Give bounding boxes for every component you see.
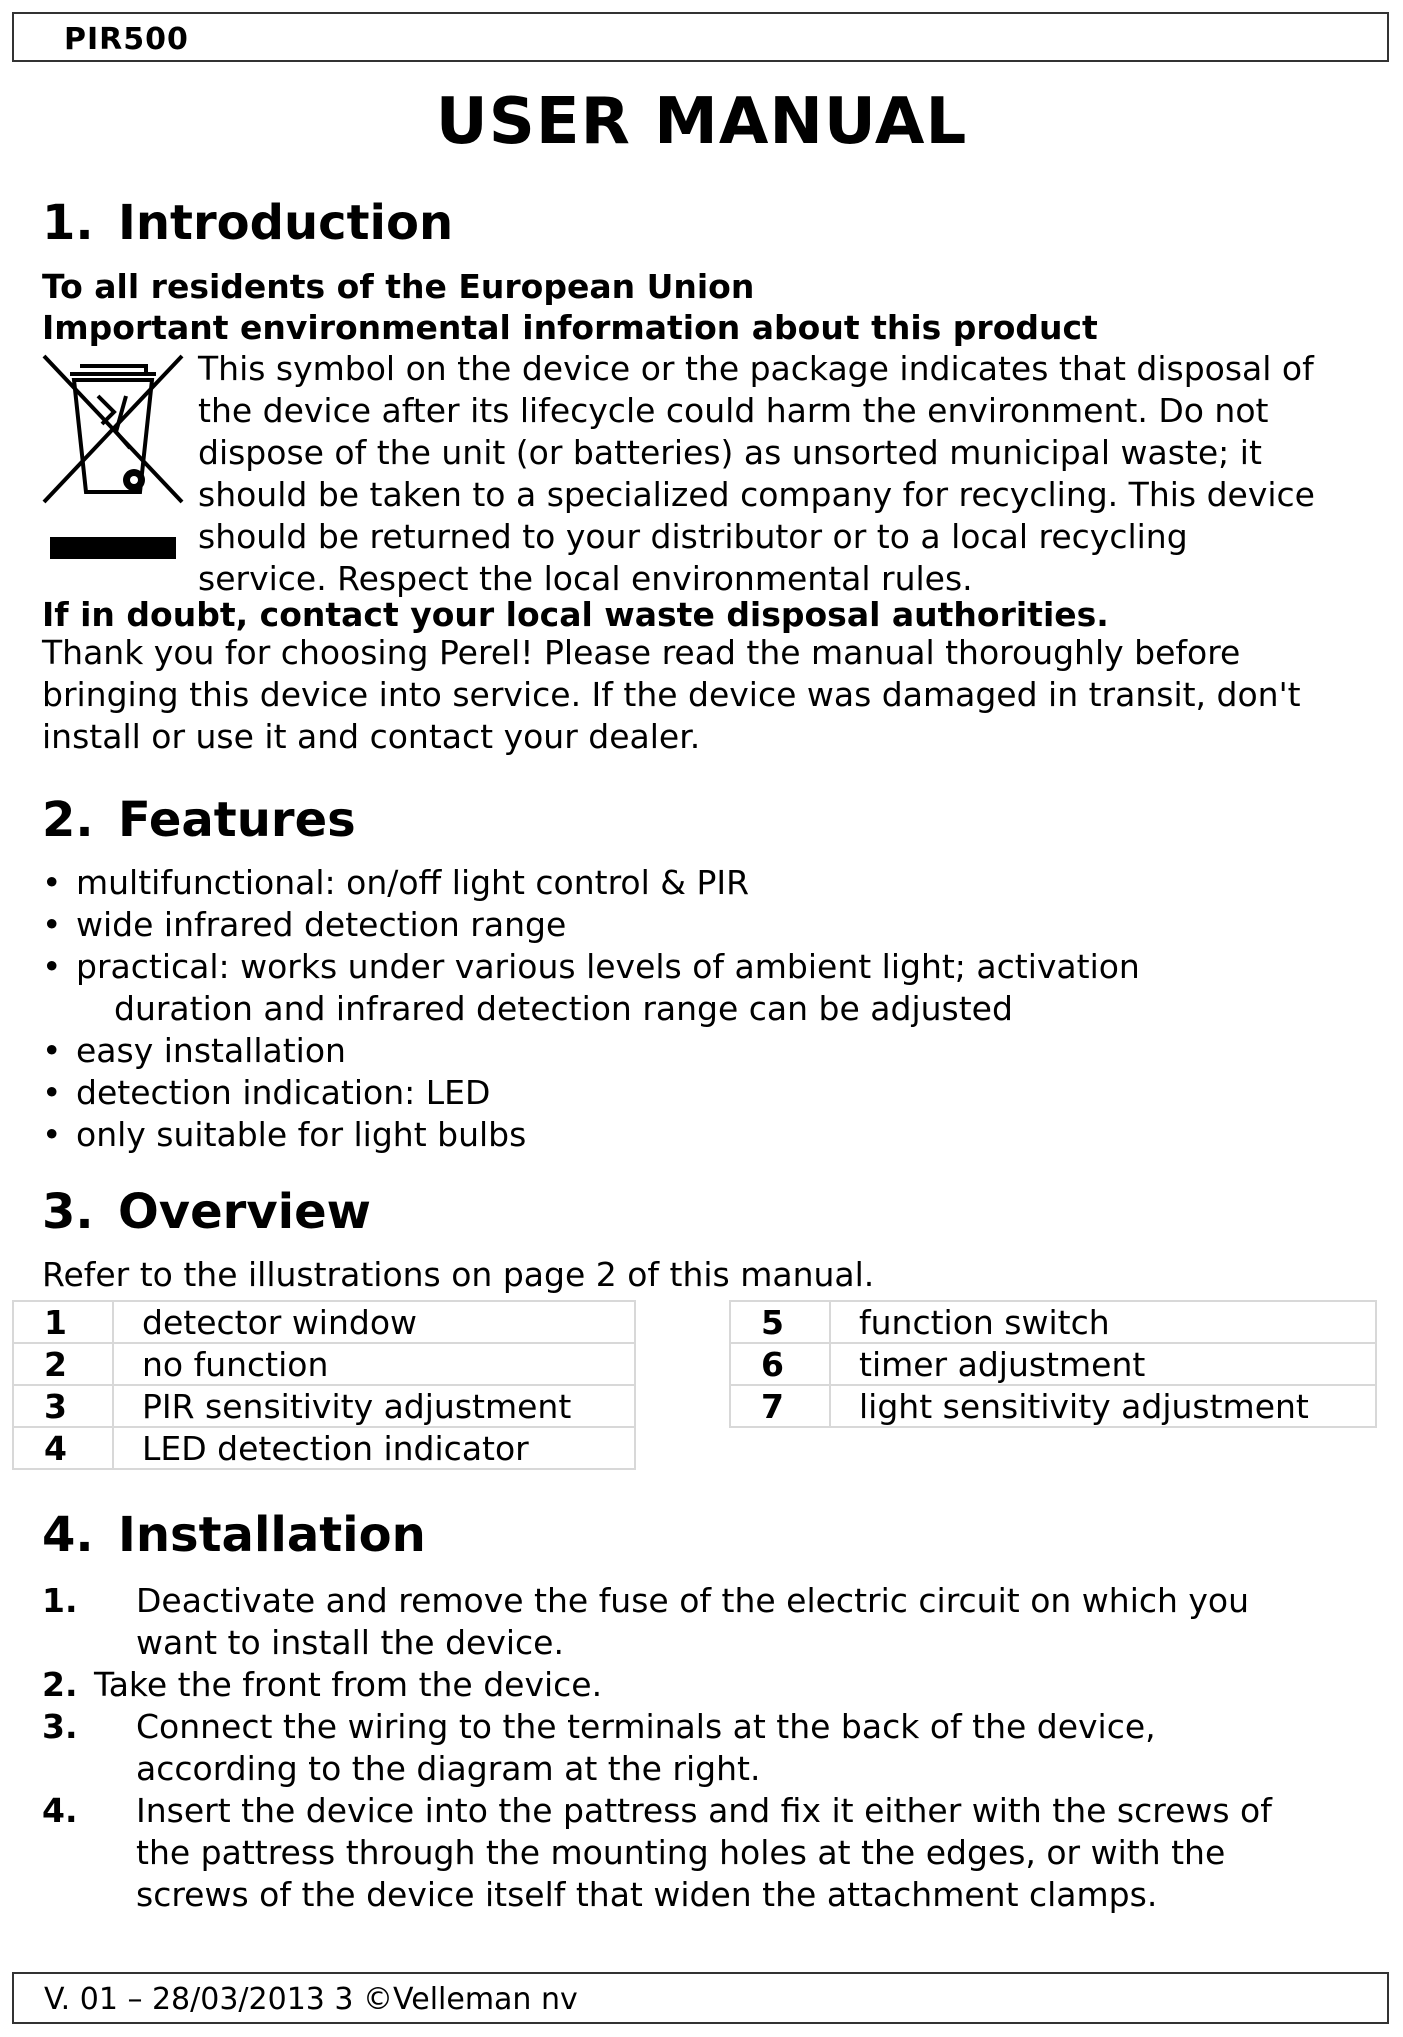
page-title: USER MANUAL <box>435 85 968 159</box>
step-text-continuation: according to the diagram at the right. <box>136 1749 761 1788</box>
part-number: 4 <box>13 1427 113 1469</box>
section-number: 2. <box>42 792 94 848</box>
part-number: 3 <box>13 1385 113 1427</box>
section-installation-heading <box>42 1507 426 1563</box>
list-item <box>42 1072 1140 1114</box>
table-row <box>13 1343 635 1385</box>
doubt-line: If in doubt, contact your local waste disposal authorities. <box>42 595 1109 634</box>
installation-steps <box>42 1580 1272 1916</box>
section-features-heading <box>42 792 356 848</box>
part-number: 7 <box>730 1385 830 1427</box>
list-item-text: detection indication: LED <box>76 1073 491 1112</box>
part-label: no function <box>113 1343 635 1385</box>
section-title: Installation <box>118 1507 426 1563</box>
text-line: bringing this device into service. If the device was damaged in transit, don't <box>42 675 1301 714</box>
part-label: LED detection indicator <box>113 1427 635 1469</box>
list-item <box>42 1706 1272 1790</box>
list-item <box>42 1580 1272 1664</box>
list-item-text: practical: works under various levels of ambient light; activation <box>76 947 1140 986</box>
overview-table-left <box>12 1300 636 1470</box>
step-text: Insert the device into the pattress and fix it either with the screws of <box>136 1791 1272 1830</box>
section-overview-heading <box>42 1184 371 1240</box>
table-row <box>13 1385 635 1427</box>
text-line: This symbol on the device or the package indicates that disposal of <box>198 349 1314 388</box>
text-line: the device after its lifecycle could harm the environment. Do not <box>198 391 1269 430</box>
step-text: Take the front from the device. <box>94 1665 603 1704</box>
part-label: function switch <box>830 1301 1376 1343</box>
part-number: 6 <box>730 1343 830 1385</box>
step-text-continuation: want to install the device. <box>136 1623 564 1662</box>
list-item <box>42 904 1140 946</box>
text-line: should be returned to your distributor or to a local recycling <box>198 517 1188 556</box>
step-number: 4. <box>42 1791 78 1830</box>
list-item-continuation: duration and infrared detection range can be adjusted <box>114 989 1013 1028</box>
crossed-out-wheelie-bin-icon <box>40 352 186 567</box>
step-text: Connect the wiring to the terminals at the back of the device, <box>136 1707 1156 1746</box>
text-line: Thank you for choosing Perel! Please read the manual thoroughly before <box>42 633 1241 672</box>
part-label: detector window <box>113 1301 635 1343</box>
page-header <box>12 12 1389 62</box>
section-title: Introduction <box>118 195 454 251</box>
model-label: PIR500 <box>64 22 189 57</box>
text-line: dispose of the unit (or batteries) as unsorted municipal waste; it <box>198 433 1262 472</box>
thanks-paragraph <box>42 632 1301 758</box>
features-list <box>42 862 1140 1156</box>
part-number: 1 <box>13 1301 113 1343</box>
environmental-info-line: Important environmental information about this product <box>42 308 1098 347</box>
list-item-text: multifunctional: on/off light control & PIR <box>76 863 750 902</box>
part-label: PIR sensitivity adjustment <box>113 1385 635 1427</box>
part-number: 5 <box>730 1301 830 1343</box>
list-item <box>42 946 1140 1030</box>
section-title: Features <box>118 792 356 848</box>
section-number: 4. <box>42 1507 94 1563</box>
step-number: 3. <box>42 1707 78 1746</box>
table-row <box>730 1385 1376 1427</box>
table-row <box>730 1343 1376 1385</box>
text-line: service. Respect the local environmental rules. <box>198 559 973 598</box>
table-row <box>730 1301 1376 1343</box>
step-number: 2. <box>42 1665 78 1704</box>
text-line: install or use it and contact your dealer. <box>42 717 701 756</box>
page-footer <box>12 1972 1389 2024</box>
list-item-text: only suitable for light bulbs <box>76 1115 527 1154</box>
part-label: timer adjustment <box>830 1343 1376 1385</box>
part-number: 2 <box>13 1343 113 1385</box>
footer-text: V. 01 – 28/03/2013 3 ©Velleman nv <box>44 1982 578 2017</box>
list-item-text: easy installation <box>76 1031 346 1070</box>
section-number: 3. <box>42 1184 94 1240</box>
list-item <box>42 1790 1272 1916</box>
section-title: Overview <box>118 1184 371 1240</box>
table-row <box>13 1427 635 1469</box>
overview-table-right <box>729 1300 1377 1428</box>
table-row <box>13 1301 635 1343</box>
overview-intro: Refer to the illustrations on page 2 of this manual. <box>42 1255 875 1294</box>
step-number: 1. <box>42 1581 78 1620</box>
eu-residents-line: To all residents of the European Union <box>42 267 755 306</box>
list-item <box>42 1664 1272 1706</box>
list-item <box>42 862 1140 904</box>
list-item-text: wide infrared detection range <box>76 905 567 944</box>
list-item <box>42 1030 1140 1072</box>
section-number: 1. <box>42 195 94 251</box>
step-text-continuation: the pattress through the mounting holes at the edges, or with the <box>136 1833 1226 1872</box>
disposal-paragraph <box>198 348 1315 600</box>
section-introduction-heading <box>42 195 453 251</box>
step-text-continuation: screws of the device itself that widen the attachment clamps. <box>136 1875 1158 1914</box>
text-line: should be taken to a specialized company for recycling. This device <box>198 475 1315 514</box>
step-text: Deactivate and remove the fuse of the electric circuit on which you <box>136 1581 1250 1620</box>
list-item <box>42 1114 1140 1156</box>
part-label: light sensitivity adjustment <box>830 1385 1376 1427</box>
